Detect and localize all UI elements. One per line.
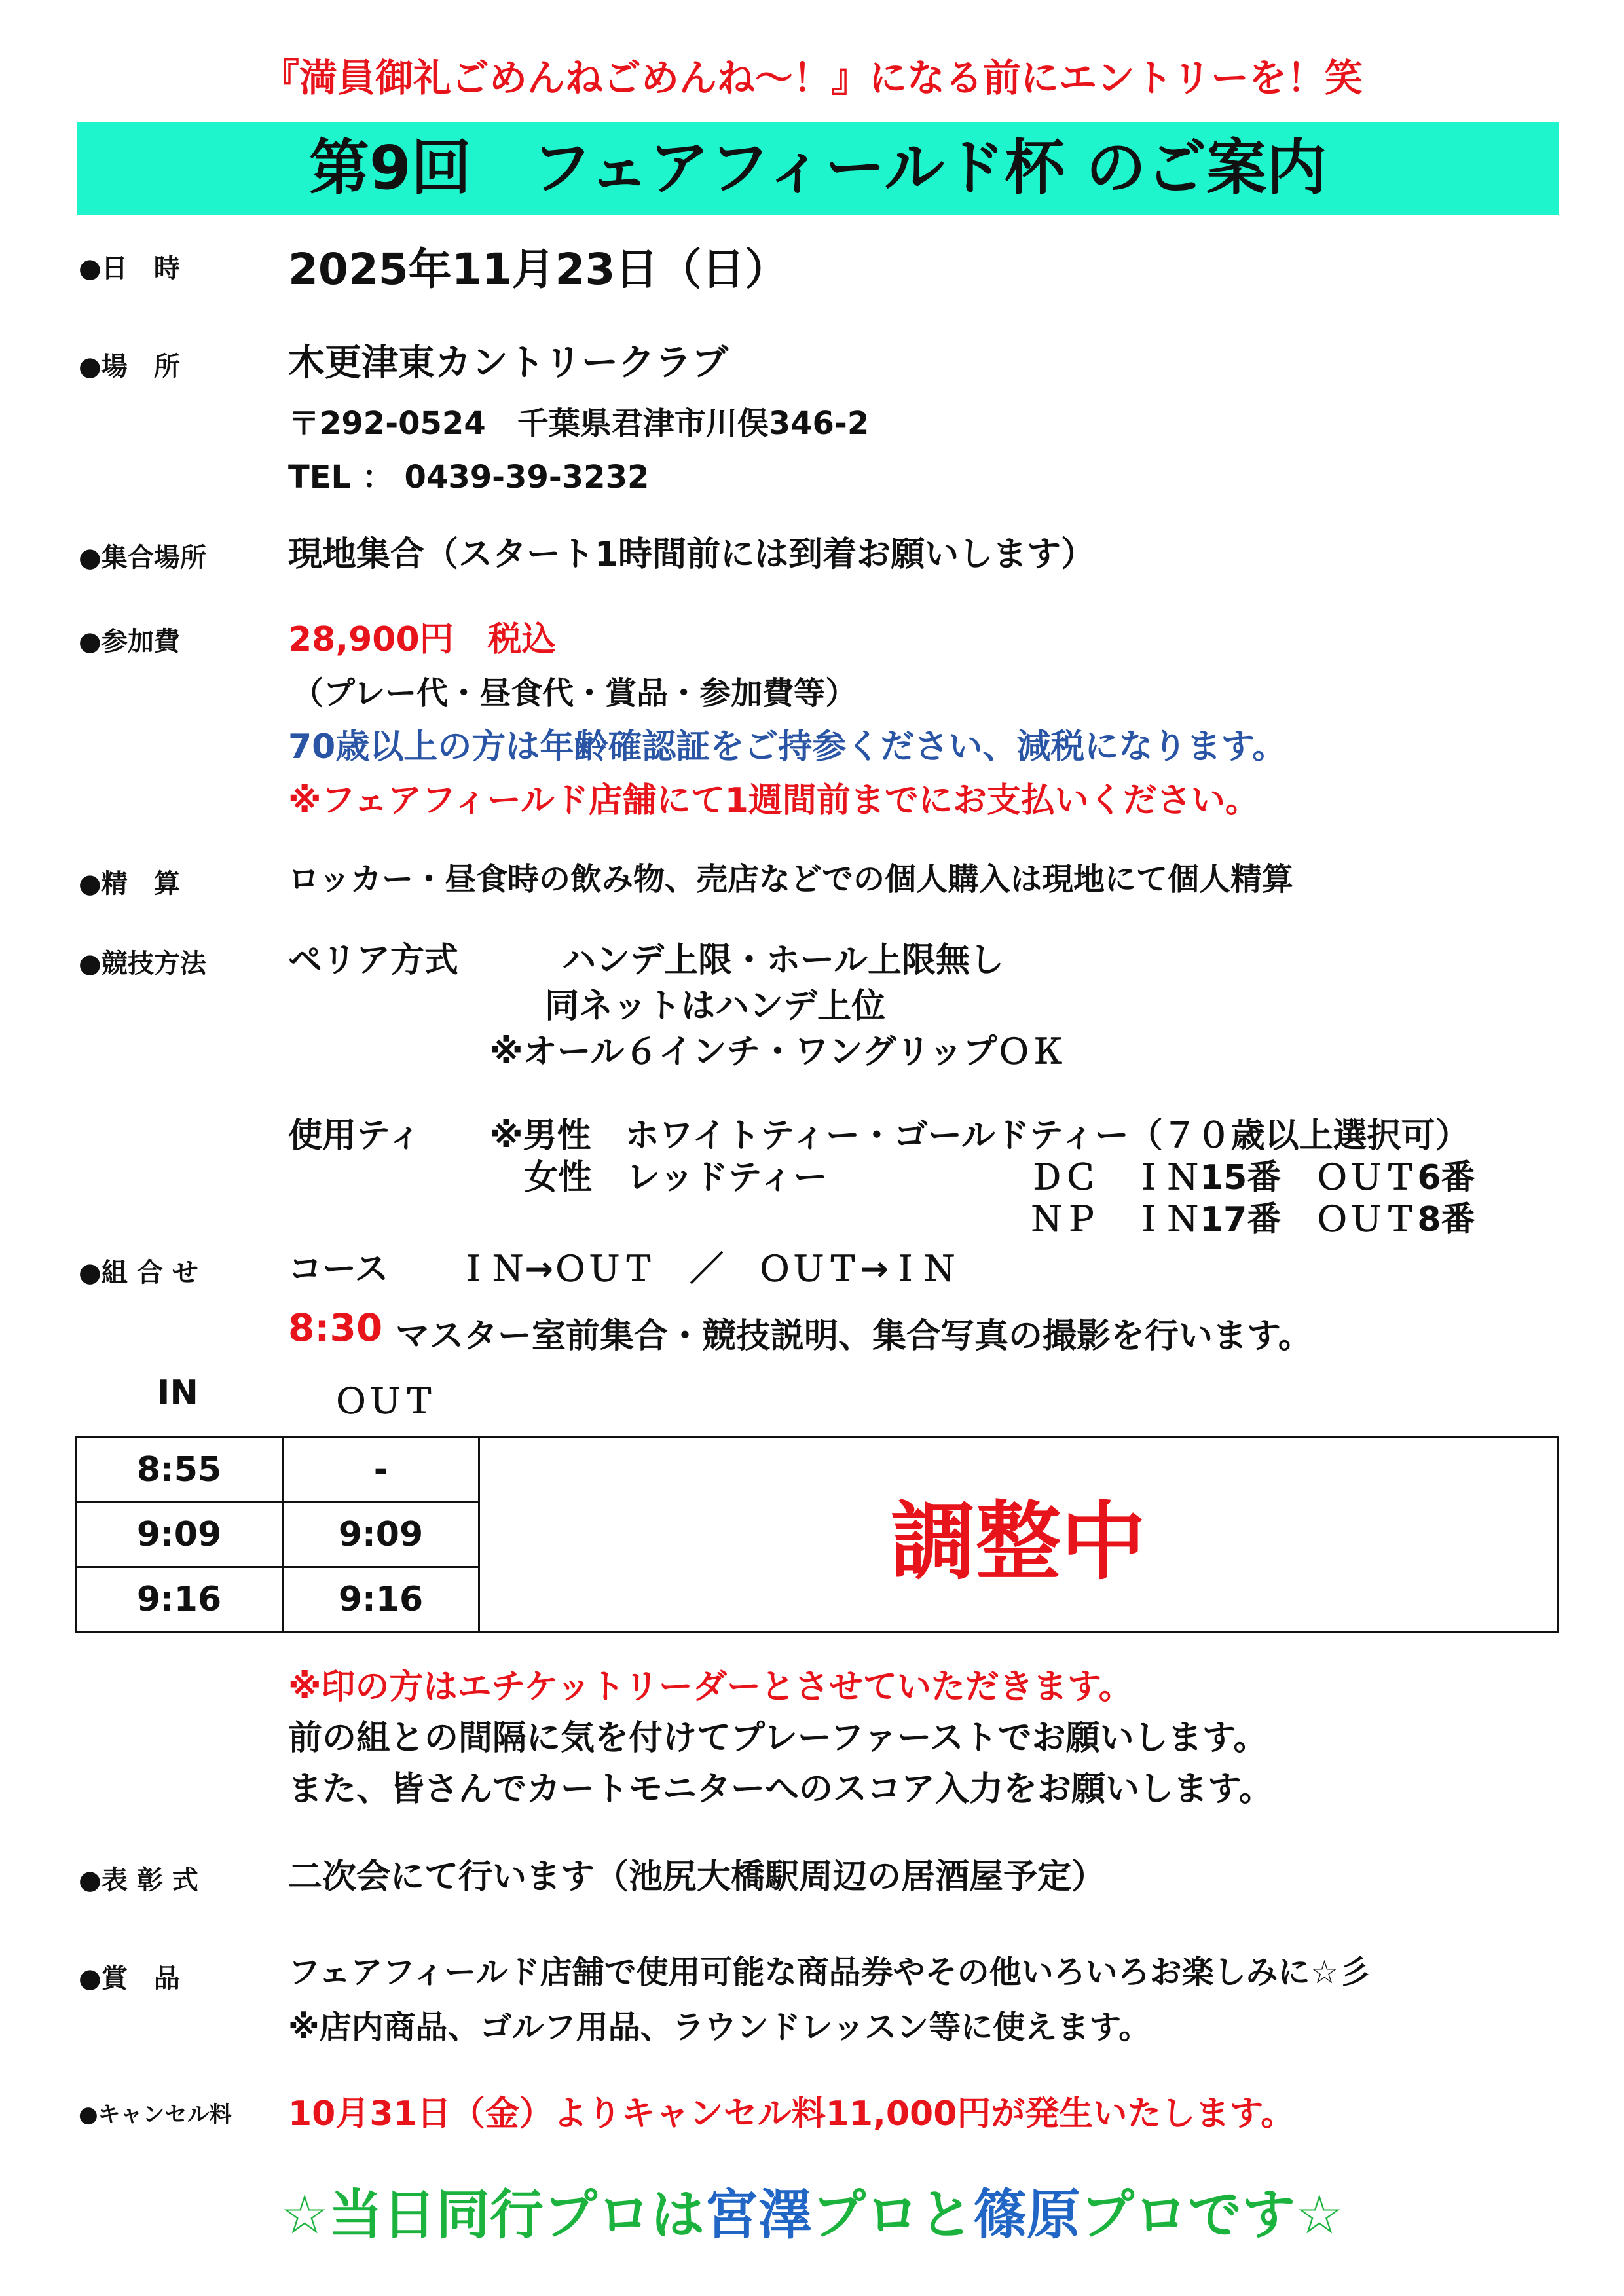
fee-amount: 28,900円 税込 [288,620,556,659]
schedule-status: 調整中 [479,1438,1558,1632]
ceremony-label: ●表 彰 式 [79,1865,198,1895]
competition-format: ペリア方式 [288,941,459,980]
footer-message [0,2172,1624,2249]
pairing-table [75,1436,1559,1633]
date-label: ●日 時 [79,253,180,283]
fee-payment-note: ※フェアフィールド店舗にて1週間前までにお支払いください。 [288,781,1259,820]
out-time: 9:09 [283,1502,479,1567]
fee-breakdown: （プレー代・昼食代・賞品・参加費等） [292,675,857,712]
pro-name-2: 篠原 [973,2184,1081,2246]
competition-label: ●競技方法 [79,949,206,979]
col-header-in: IN [157,1374,198,1413]
np-info: ＮＰ ＩＮ17番 ＯＵＴ8番 [1029,1200,1475,1239]
assembly-time: 8:30 [288,1305,383,1350]
venue-tel: TEL ： 0439-39-3232 [288,459,650,496]
in-time: 8:55 [76,1438,283,1503]
competition-tiebreak: 同ネットはハンデ上位 [545,987,886,1026]
etiquette-note: ※印の方はエチケットリーダーとさせていただきます。 [288,1667,1133,1707]
play-fast-note: 前の組との間隔に気を付けてプレーファーストでお願いします。 [288,1719,1268,1758]
footer-part4: プロ [1080,2184,1189,2246]
prizes-label: ●賞 品 [79,1963,180,1994]
cancel-label: ●キャンセル料 [79,2102,232,2128]
page-title: 第9回 フェアフィールド杯 のご案内 [308,133,1327,203]
meeting-value: 現地集合（スタート1時間前には到着お願いします） [288,535,1096,574]
settlement-value: ロッカー・昼食時の飲み物、売店などでの個人購入は現地にて個人精算 [288,861,1294,898]
out-time: 9:16 [283,1567,479,1631]
date-value: 2025年11月23日（日） [288,244,788,295]
tee-label: 使用ティ [288,1116,422,1156]
star-left-icon: ☆ [280,2184,329,2246]
table-row [76,1438,1558,1503]
footer-part2: プロ [811,2184,919,2246]
footer-part3: と [919,2184,973,2246]
dc-info: ＤＣ ＩＮ15番 ＯＵＴ6番 [1029,1158,1475,1197]
venue-address: 〒292-0524 千葉県君津市川俣346-2 [288,405,870,442]
out-time: - [283,1438,479,1503]
pairing-course: コース ＩＮ→ＯＵＴ ／ ＯＵＴ→ＩＮ [288,1250,957,1289]
prizes-value: フェアフィールド店舗で使用可能な商品券やその他いろいろお楽しみに☆彡 [288,1954,1371,1991]
cancel-value: 10月31日（金）よりキャンセル料11,000円が発生いたします。 [288,2094,1295,2134]
meeting-label: ●集合場所 [79,543,206,573]
pro-name-1: 宮澤 [704,2184,812,2246]
footer-part1: 当日同行プロは [328,2184,705,2246]
score-input-note: また、皆さんでカートモニターへのスコア入力をお願いします。 [288,1770,1273,1809]
tagline: 『満員御礼ごめんねごめんね～！』になる前にエントリーを！笑 [261,56,1363,100]
pairing-label: ●組 合 せ [79,1258,198,1288]
fee-senior-note: 70歳以上の方は年齢確認証をご持参ください、減税になります。 [288,727,1287,767]
assembly-info: マスター室前集合・競技説明、集合写真の撮影を行います。 [396,1317,1312,1356]
settlement-label: ●精 算 [79,869,180,899]
venue-name: 木更津東カントリークラブ [288,342,728,384]
col-header-out: ＯＵＴ [334,1382,437,1421]
in-time: 9:16 [76,1567,283,1631]
tee-women: 女性 レッドティー [524,1158,828,1197]
tee-men: ※男性 ホワイトティー・ゴールドティー（７０歳以上選択可） [490,1116,1469,1156]
prizes-note: ※店内商品、ゴルフ用品、ラウンドレッスン等に使えます。 [288,2009,1151,2046]
venue-label: ●場 所 [79,352,180,382]
ceremony-value: 二次会にて行います（池尻大橋駅周辺の居酒屋予定） [288,1857,1106,1897]
in-time: 9:09 [76,1502,283,1567]
title-banner [77,122,1559,215]
fee-label: ●参加費 [79,627,180,657]
star-right-icon: ☆ [1295,2184,1344,2246]
competition-handicap: ハンデ上限・ホール上限無し [562,941,1004,980]
competition-rule: ※オール６インチ・ワングリップＯＫ [490,1032,1065,1072]
footer-part5: です [1188,2184,1296,2246]
